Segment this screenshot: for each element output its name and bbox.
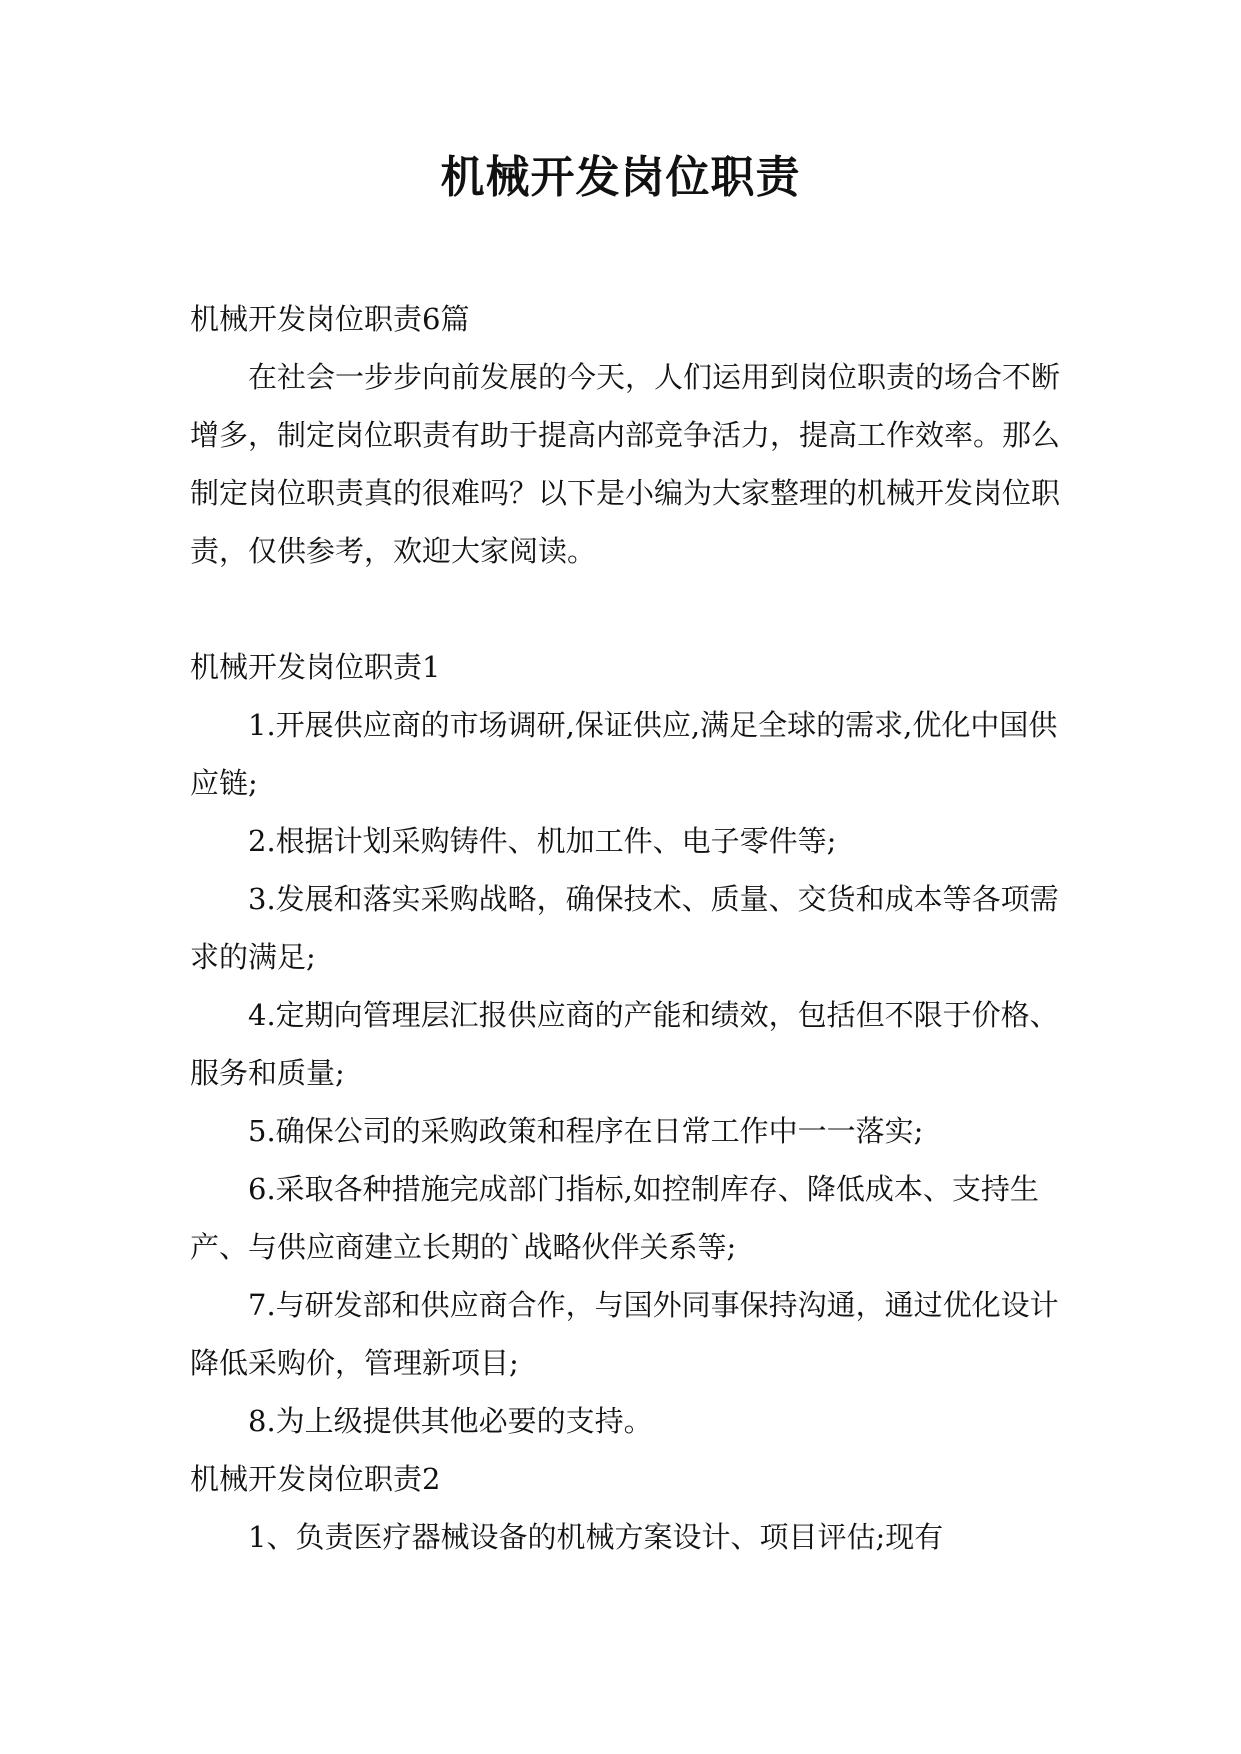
list-item: 3.发展和落实采购战略，确保技术、质量、交货和成本等各项需求的满足; — [190, 882, 1059, 974]
paragraph-spacer — [190, 580, 1060, 638]
list-item: 1.开展供应商的市场调研,保证供应,满足全球的需求,优化中国供应链; — [190, 708, 1058, 800]
document-subtitle: 机械开发岗位职责6篇 — [190, 302, 470, 336]
section-heading-2: 机械开发岗位职责2 — [190, 1462, 441, 1496]
document-title: 机械开发岗位职责 — [440, 152, 801, 203]
intro-paragraph: 在社会一步步向前发展的今天，人们运用到岗位职责的场合不断增多，制定岗位职责有助于提高内部竞争活力，提高工作效率。那么制定岗位职责真的很难吗？以下是小编为大家整理的机械开发岗位职责，仅供参考，欢迎大家阅读。 — [190, 360, 1061, 568]
list-item: 2.根据计划采购铸件、机加工件、电子零件等; — [248, 824, 837, 858]
list-item: 5.确保公司的采购政策和程序在日常工作中一一落实; — [248, 1114, 924, 1148]
section-heading-1: 机械开发岗位职责1 — [190, 650, 441, 684]
document-body — [190, 290, 1060, 1566]
list-item: 7.与研发部和供应商合作，与国外同事保持沟通，通过优化设计降低采购价，管理新项目; — [190, 1288, 1059, 1380]
list-item: 6.采取各种措施完成部门指标,如控制库存、降低成本、支持生产、与供应商建立长期的`战略伙伴关系等; — [190, 1172, 1039, 1264]
list-item: 1、负责医疗器械设备的机械方案设计、项目评估;现有 — [248, 1520, 944, 1554]
list-item: 4.定期向管理层汇报供应商的产能和绩效，包括但不限于价格、服务和质量; — [190, 998, 1059, 1090]
list-item: 8.为上级提供其他必要的支持。 — [248, 1404, 653, 1438]
